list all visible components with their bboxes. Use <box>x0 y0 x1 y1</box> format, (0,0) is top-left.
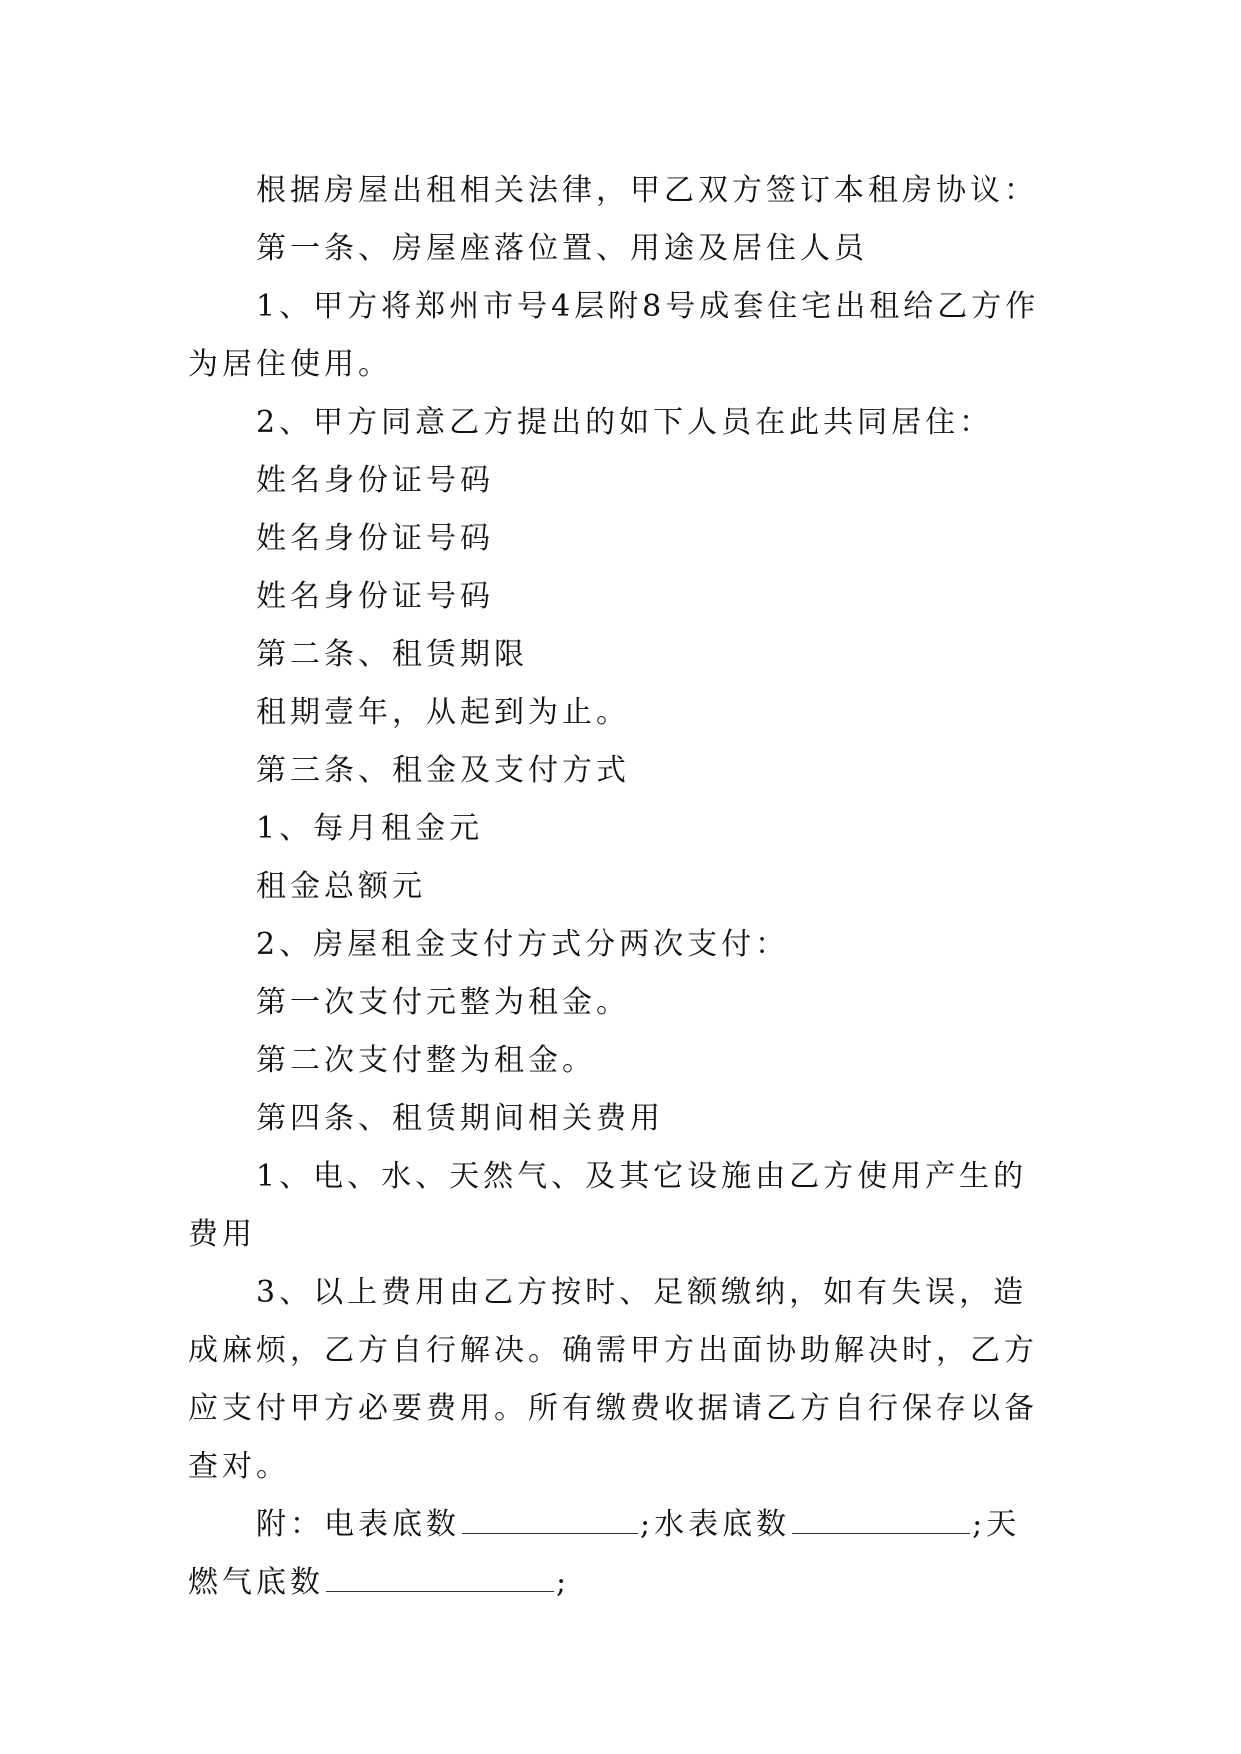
article-3-heading: 第三条、租金及支付方式 <box>256 753 630 788</box>
total-rent-line: 租金总额元 <box>256 869 426 904</box>
article-1-item-2: 2、甲方同意乙方提出的如下人员在此共同居住： <box>256 405 994 440</box>
resident-line-1: 姓名身份证号码 <box>256 463 494 498</box>
meter-line-end: ; <box>556 1565 571 1600</box>
gas-meter-label: ;天燃气底数 <box>188 1507 1021 1600</box>
article-4-heading: 第四条、租赁期间相关费用 <box>256 1101 664 1136</box>
article-1-item-1: 1、甲方将郑州市号4层附8号成套住宅出租给乙方作为居住使用。 <box>188 289 1040 382</box>
article-2-heading: 第二条、租赁期限 <box>256 637 528 672</box>
payment-method-line: 2、房屋租金支付方式分两次支付： <box>256 927 790 962</box>
monthly-rent-line: 1、每月租金元 <box>256 811 484 846</box>
document-body <box>188 162 1048 1612</box>
meter-readings-line <box>188 1496 1048 1612</box>
resident-line-3: 姓名身份证号码 <box>256 579 494 614</box>
article-1-heading: 第一条、房屋座落位置、用途及居住人员 <box>256 231 868 266</box>
utilities-item-1: 1、电、水、天然气、及其它设施由乙方使用产生的费用 <box>188 1159 1028 1252</box>
second-payment-line: 第二次支付整为租金。 <box>256 1043 596 1078</box>
intro-paragraph: 根据房屋出租相关法律，甲乙双方签订本租房协议： <box>256 173 1038 208</box>
water-meter-blank[interactable] <box>792 1499 970 1534</box>
water-meter-label: ;水表底数 <box>640 1507 791 1542</box>
lease-term-text: 租期壹年，从起到为止。 <box>256 695 630 730</box>
utilities-item-3: 3、以上费用由乙方按时、足额缴纳，如有失误，造成麻烦，乙方自行解决。确需甲方出面协助解决时，乙方应支付甲方必要费用。所有缴费收据请乙方自行保存以备查对。 <box>188 1275 1038 1484</box>
gas-meter-blank[interactable] <box>326 1557 554 1592</box>
electric-meter-label: 附：电表底数 <box>256 1507 460 1542</box>
first-payment-line: 第一次支付元整为租金。 <box>256 985 630 1020</box>
electric-meter-blank[interactable] <box>462 1499 638 1534</box>
resident-line-2: 姓名身份证号码 <box>256 521 494 556</box>
